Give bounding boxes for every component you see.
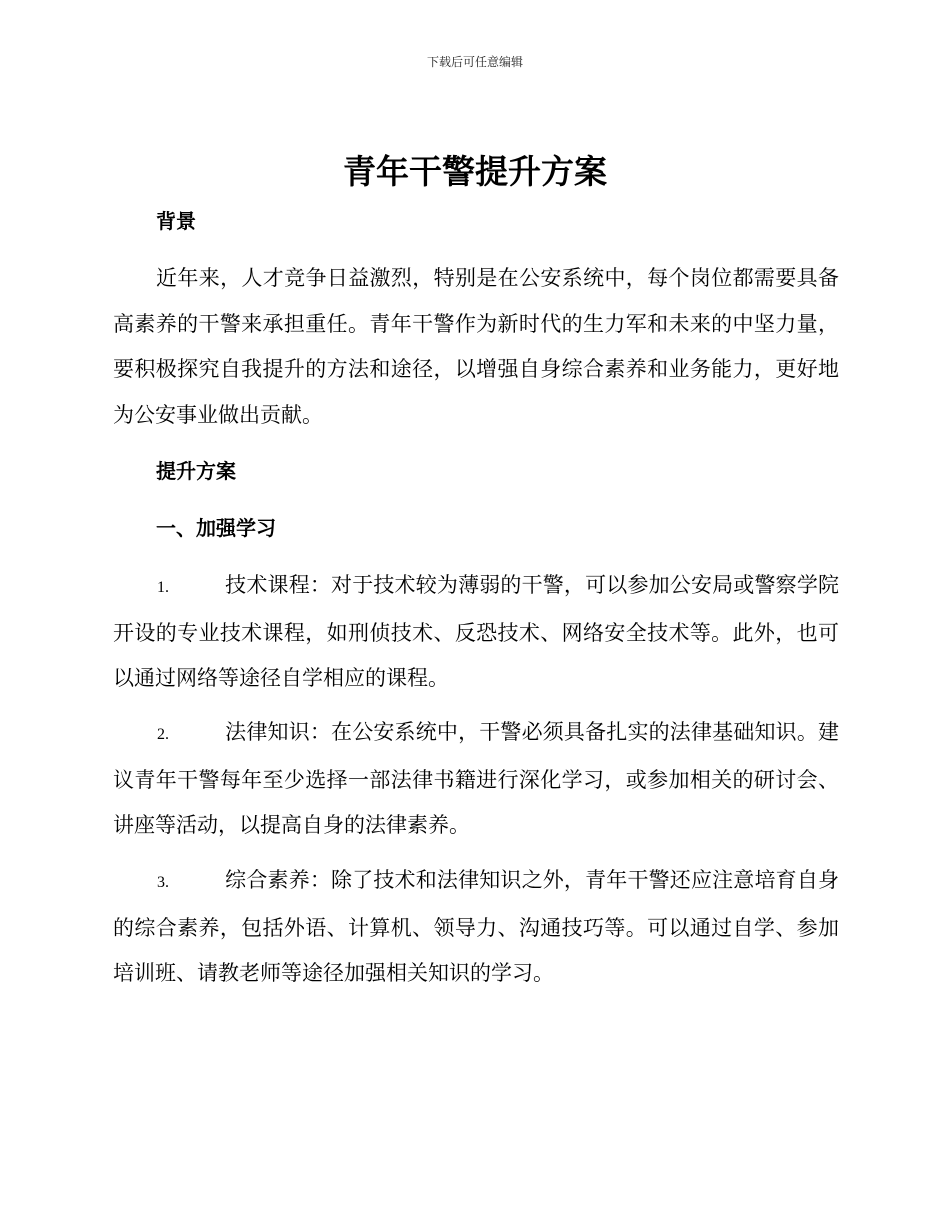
list-item-number: 1. [157, 579, 169, 596]
plan-heading: 提升方案 [156, 459, 236, 483]
list-item-text: 技术课程：对于技术较为薄弱的干警，可以参加公安局或警察学院开设的专业技术课程，如刑侦技术、反恐技术、网络安全技术等。此外，也可以通过网络等途径自学相应的课程。 [113, 573, 839, 690]
list-item-text: 法律知识：在公安系统中，干警必须具备扎实的法律基础知识。建议青年干警每年至少选择一部法律书籍进行深化学习，或参加相关的研讨会、讲座等活动，以提高自身的法律素养。 [113, 720, 839, 837]
list-item-3 [113, 858, 839, 997]
list-item-number: 3. [157, 874, 169, 891]
list-item-2 [113, 710, 839, 849]
section-1-heading: 一、加强学习 [156, 516, 276, 540]
list-item-1 [113, 563, 839, 702]
list-item-number: 2. [157, 726, 169, 743]
document-title: 青年干警提升方案 [343, 152, 607, 191]
list-item-text: 综合素养：除了技术和法律知识之外，青年干警还应注意培育自身的综合素养，包括外语、计算机、领导力、沟通技巧等。可以通过自学、参加培训班、请教老师等途径加强相关知识的学习。 [113, 868, 839, 985]
page-header-note: 下载后可任意编辑 [426, 55, 523, 69]
background-paragraph: 近年来，人才竞争日益激烈，特别是在公安系统中，每个岗位都需要具备高素养的干警来承担重任。青年干警作为新时代的生力军和未来的中坚力量，要积极探究自我提升的方法和途径，以增强自身综合素养和业务能力，更好地为公安事业做出贡献。 [113, 266, 839, 427]
background-heading: 背景 [156, 209, 196, 233]
